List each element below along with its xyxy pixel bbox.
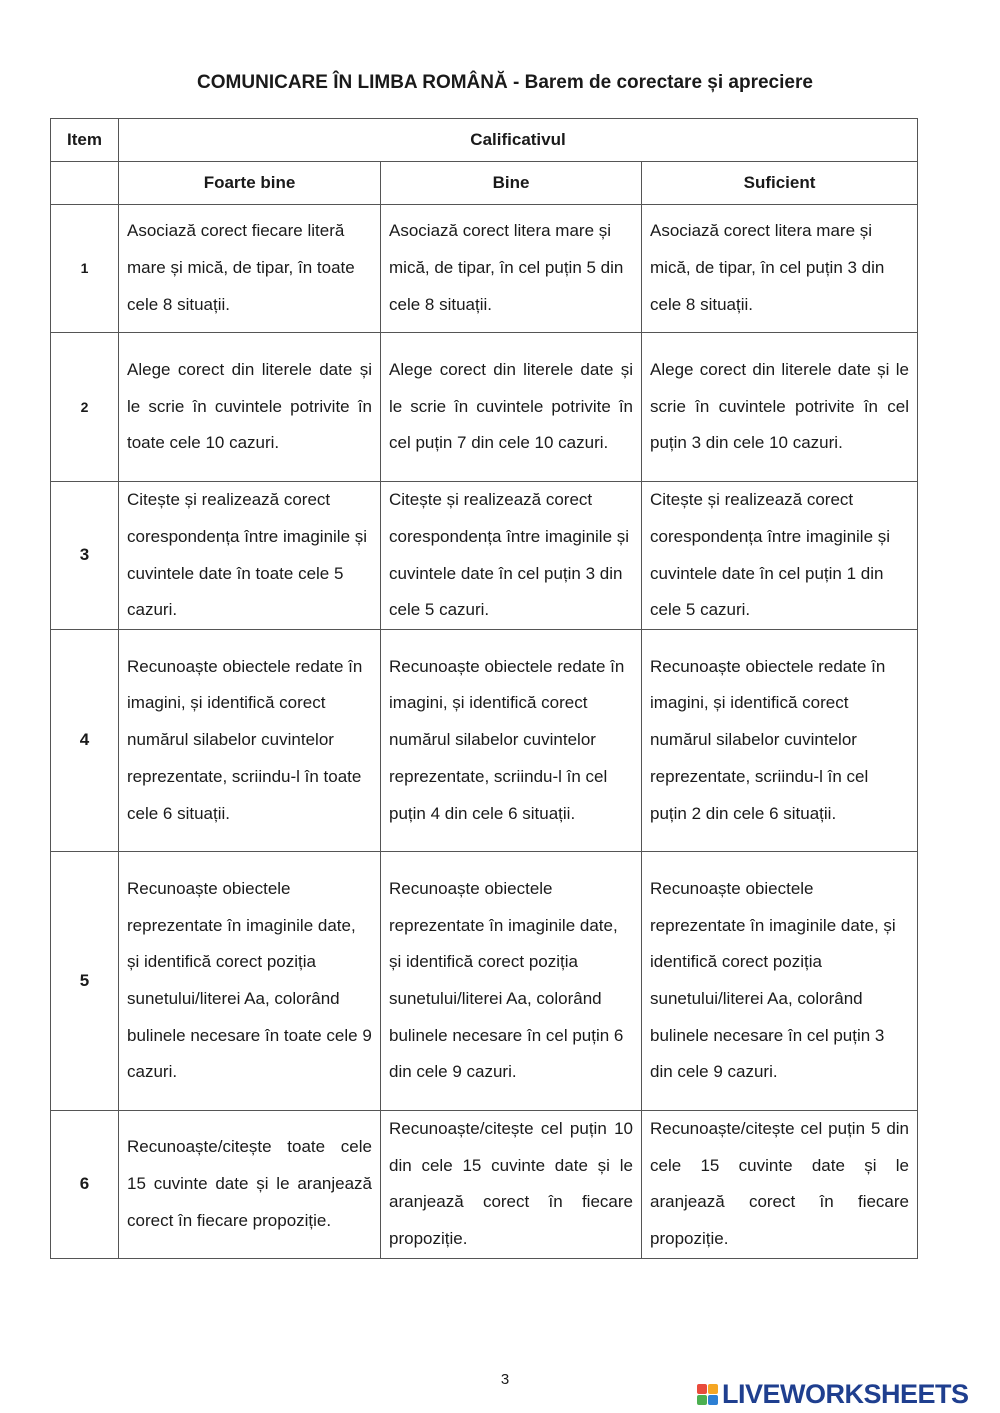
- item-number: 2: [51, 333, 119, 482]
- item-number: 3: [51, 482, 119, 630]
- criterion-foarte-bine: Recunoaște obiectele reprezentate în imaginile date, și identifică corect poziția sunetului/literei Aa, colorând bulinele necesare în toate cele 9 cazuri.: [119, 852, 381, 1111]
- criterion-suficient: Asociază corect litera mare și mică, de tipar, în cel puțin 3 din cele 8 situații.: [642, 205, 918, 333]
- criterion-bine: Asociază corect litera mare și mică, de tipar, în cel puțin 5 din cele 8 situații.: [381, 205, 642, 333]
- table-row: [51, 630, 918, 852]
- header-row-top: [51, 119, 918, 162]
- grading-rubric-table: [50, 118, 918, 1259]
- criterion-suficient: Alege corect din literele date și le scrie în cuvintele potrivite în cel puțin 3 din cele 10 cazuri.: [642, 333, 918, 482]
- criterion-bine: Citește și realizează corect corespondența între imaginile și cuvintele date în cel puțin 3 din cele 5 cazuri.: [381, 482, 642, 630]
- header-item: Item: [51, 119, 119, 162]
- logo-text: LIVEWORKSHEETS: [722, 1378, 969, 1409]
- criterion-foarte-bine: Alege corect din literele date și le scrie în cuvintele potrivite în toate cele 10 cazuri.: [119, 333, 381, 482]
- header-empty-cell: [51, 162, 119, 205]
- table-row: [51, 852, 918, 1111]
- criterion-suficient: Citește și realizează corect corespondența între imaginile și cuvintele date în cel puțin 1 din cele 5 cazuri.: [642, 482, 918, 630]
- criterion-bine: Alege corect din literele date și le scrie în cuvintele potrivite în cel puțin 7 din cele 10 cazuri.: [381, 333, 642, 482]
- header-foarte-bine: Foarte bine: [119, 162, 381, 205]
- table-row: [51, 205, 918, 333]
- criterion-bine: Recunoaște obiectele redate în imagini, și identifică corect numărul silabelor cuvintelor reprezentate, scriindu-l în cel puțin 4 din cele 6 situații.: [381, 630, 642, 852]
- document-title: COMUNICARE ÎN LIMBA ROMÂNĂ - Barem de corectare și apreciere: [197, 72, 813, 93]
- item-number: 1: [51, 205, 119, 333]
- criterion-foarte-bine: Recunoaște/citește toate cele 15 cuvinte date și le aranjează corect în fiecare propoziție.: [119, 1111, 381, 1259]
- criterion-foarte-bine: Citește și realizează corect corespondența între imaginile și cuvintele date în toate cele 5 cazuri.: [119, 482, 381, 630]
- criterion-bine: Recunoaște/citește cel puțin 10 din cele 15 cuvinte date și le aranjează corect în fiecare propoziție.: [381, 1111, 642, 1259]
- criterion-suficient: Recunoaște obiectele reprezentate în imaginile date, și identifică corect poziția sunetului/literei Aa, colorând bulinele necesare în cel puțin 3 din cele 9 cazuri.: [642, 852, 918, 1111]
- liveworksheets-logo-icon: [697, 1384, 718, 1405]
- header-calificativ: Calificativul: [119, 119, 918, 162]
- criterion-foarte-bine: Recunoaște obiectele redate în imagini, și identifică corect numărul silabelor cuvintelor reprezentate, scriindu-l în toate cele 6 situații.: [119, 630, 381, 852]
- table-row: [51, 333, 918, 482]
- table-row: [51, 1111, 918, 1259]
- item-number: 6: [51, 1111, 119, 1259]
- header-bine: Bine: [381, 162, 642, 205]
- criterion-suficient: Recunoaște/citește cel puțin 5 din cele 15 cuvinte date și le aranjează corect în fiecare propoziție.: [642, 1111, 918, 1259]
- item-number: 5: [51, 852, 119, 1111]
- criterion-foarte-bine: Asociază corect fiecare literă mare și mică, de tipar, în toate cele 8 situații.: [119, 205, 381, 333]
- criterion-suficient: Recunoaște obiectele redate în imagini, și identifică corect numărul silabelor cuvintelor reprezentate, scriindu-l în cel puțin 2 din cele 6 situații.: [642, 630, 918, 852]
- table-row: [51, 482, 918, 630]
- criterion-bine: Recunoaște obiectele reprezentate în imaginile date, și identifică corect poziția sunetului/literei Aa, colorând bulinele necesare în cel puțin 6 din cele 9 cazuri.: [381, 852, 642, 1111]
- liveworksheets-logo: [697, 1378, 969, 1410]
- header-suficient: Suficient: [642, 162, 918, 205]
- item-number: 4: [51, 630, 119, 852]
- page-number: 3: [500, 1371, 510, 1388]
- header-row-levels: [51, 162, 918, 205]
